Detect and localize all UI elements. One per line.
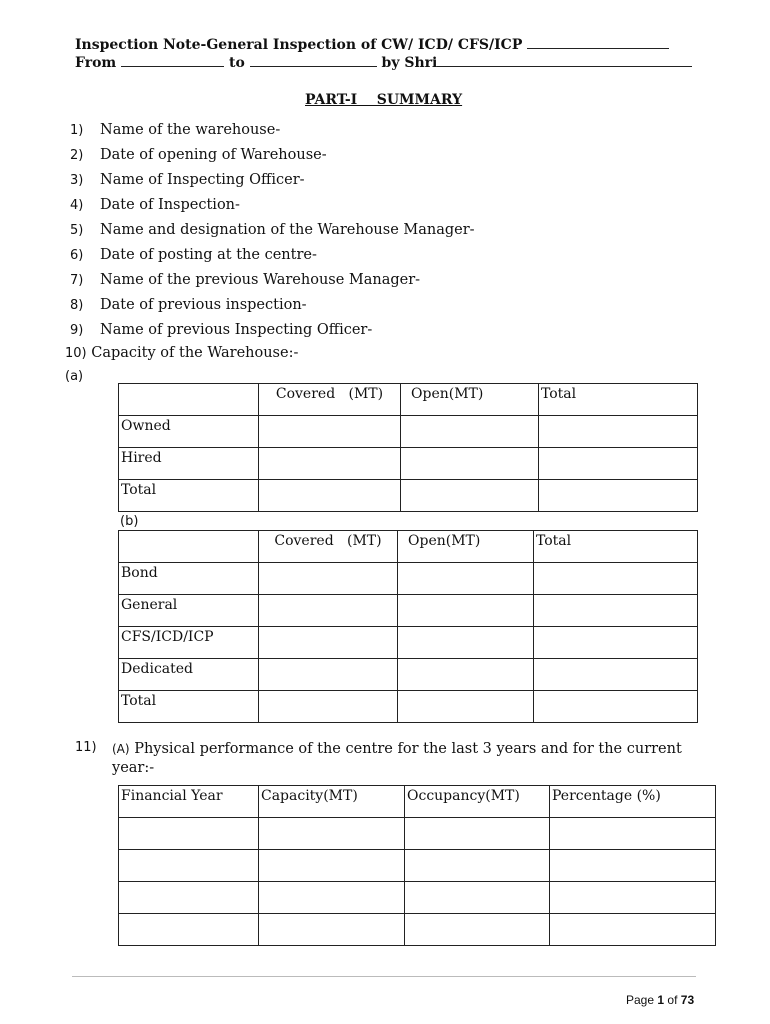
total-pages: 73 (680, 993, 695, 1007)
input-cell[interactable] (534, 595, 698, 627)
item-text: Name of previous Inspecting Officer- (100, 322, 373, 338)
table-header-row (119, 786, 716, 818)
table-row (119, 480, 698, 512)
list-item (70, 269, 475, 294)
input-cell[interactable] (405, 850, 550, 882)
list-item (70, 244, 475, 269)
item-text: Date of Inspection- (100, 197, 240, 213)
input-cell[interactable] (259, 627, 398, 659)
item-text: Date of previous inspection- (100, 297, 307, 313)
input-cell[interactable] (259, 818, 405, 850)
item-number: 6) (70, 248, 84, 263)
input-cell[interactable] (259, 563, 398, 595)
table-row (119, 659, 698, 691)
current-page: 1 (657, 993, 665, 1007)
input-cell[interactable] (534, 659, 698, 691)
header-cell (119, 384, 259, 416)
input-cell[interactable] (534, 563, 698, 595)
table-row (119, 563, 698, 595)
item-number: 2) (70, 148, 84, 163)
table-header-row (119, 531, 698, 563)
item-10 (65, 345, 298, 361)
item-11-text-block (112, 740, 712, 778)
header-line-1 (75, 36, 669, 53)
performance-table (118, 785, 716, 946)
item-text: Date of posting at the centre- (100, 247, 317, 263)
list-item (70, 319, 475, 344)
table-a-label: (a) (65, 369, 84, 384)
footer-divider (72, 976, 696, 977)
item-text: Capacity of the Warehouse:- (91, 345, 299, 361)
summary-list (70, 119, 475, 344)
part-title: PART-I SUMMARY (305, 92, 463, 108)
page-label: Page (626, 993, 655, 1007)
item-number: 9) (70, 323, 84, 338)
capacity-table-b (118, 530, 698, 723)
header-cell-capacity: Capacity(MT) (259, 786, 405, 818)
input-cell[interactable] (550, 882, 716, 914)
input-cell[interactable] (259, 914, 405, 946)
input-cell[interactable] (259, 882, 405, 914)
input-cell[interactable] (259, 691, 398, 723)
input-cell[interactable] (405, 914, 550, 946)
item-number: 4) (70, 198, 84, 213)
header-blank-location[interactable] (527, 36, 669, 49)
input-cell[interactable] (259, 416, 401, 448)
table-row (119, 416, 698, 448)
header-line-2 (75, 54, 692, 71)
header-cell (119, 531, 259, 563)
page-number (626, 993, 694, 1007)
item-number: 11) (75, 740, 97, 755)
item-text: Name of the warehouse- (100, 122, 281, 138)
input-cell[interactable] (398, 627, 534, 659)
header-cell-open: Open(MT) (401, 384, 539, 416)
header-cell-percentage: Percentage (%) (550, 786, 716, 818)
input-cell[interactable] (405, 882, 550, 914)
item-text: Date of opening of Warehouse- (100, 147, 327, 163)
header-blank-from[interactable] (121, 54, 224, 67)
input-cell[interactable] (539, 480, 698, 512)
header-cell-covered: Covered (MT) (259, 384, 401, 416)
header-cell-total: Total (534, 531, 698, 563)
table-header-row (119, 384, 698, 416)
input-cell[interactable] (539, 416, 698, 448)
item-text: Physical performance of the centre for the last 3 years and for the current year:- (112, 741, 682, 776)
header-from-label: From (75, 55, 117, 71)
header-cell-covered: Covered (MT) (259, 531, 398, 563)
item-text: Name of the previous Warehouse Manager- (100, 272, 421, 288)
list-item (70, 144, 475, 169)
input-cell[interactable] (401, 480, 539, 512)
input-cell[interactable] (398, 659, 534, 691)
item-number: 3) (70, 173, 84, 188)
table-row (119, 850, 716, 882)
input-cell[interactable] (550, 850, 716, 882)
row-label: Bond (119, 563, 259, 595)
header-cell-financial-year: Financial Year (119, 786, 259, 818)
input-cell[interactable] (119, 818, 259, 850)
row-label: Owned (119, 416, 259, 448)
of-label: of (667, 993, 678, 1007)
item-text: Name of Inspecting Officer- (100, 172, 305, 188)
list-item (70, 194, 475, 219)
input-cell[interactable] (119, 914, 259, 946)
input-cell[interactable] (259, 448, 401, 480)
list-item (70, 219, 475, 244)
item-text: Name and designation of the Warehouse Manager- (100, 222, 475, 238)
table-row (119, 448, 698, 480)
input-cell[interactable] (550, 818, 716, 850)
input-cell[interactable] (534, 627, 698, 659)
row-label: Total (119, 691, 259, 723)
header-cell-total: Total (539, 384, 698, 416)
header-blank-to[interactable] (250, 54, 377, 67)
row-label: General (119, 595, 259, 627)
input-cell[interactable] (398, 563, 534, 595)
header-title: Inspection Note-General Inspection of CW/ ICD/ CFS/ICP (75, 37, 523, 53)
header-cell-occupancy: Occupancy(MT) (405, 786, 550, 818)
input-cell[interactable] (539, 448, 698, 480)
table-row (119, 595, 698, 627)
input-cell[interactable] (259, 850, 405, 882)
input-cell[interactable] (259, 480, 401, 512)
item-number: 1) (70, 123, 84, 138)
table-row (119, 818, 716, 850)
input-cell[interactable] (398, 691, 534, 723)
table-b-label: (b) (120, 514, 139, 529)
list-item (70, 119, 475, 144)
input-cell[interactable] (259, 595, 398, 627)
table-row (119, 882, 716, 914)
item-sub-number: (A) (112, 742, 130, 756)
input-cell[interactable] (405, 818, 550, 850)
header-to-label: to (228, 55, 245, 71)
table-row (119, 914, 716, 946)
list-item (70, 169, 475, 194)
header-blank-by[interactable] (437, 54, 692, 67)
item-number: 8) (70, 298, 84, 313)
row-label: Dedicated (119, 659, 259, 691)
header-cell-open: Open(MT) (398, 531, 534, 563)
input-cell[interactable] (534, 691, 698, 723)
input-cell[interactable] (259, 659, 398, 691)
table-row (119, 691, 698, 723)
capacity-table-a (118, 383, 698, 512)
input-cell[interactable] (401, 416, 539, 448)
input-cell[interactable] (401, 448, 539, 480)
row-label: Hired (119, 448, 259, 480)
table-row (119, 627, 698, 659)
input-cell[interactable] (398, 595, 534, 627)
input-cell[interactable] (119, 850, 259, 882)
item-number: 7) (70, 273, 84, 288)
item-number: 5) (70, 223, 84, 238)
input-cell[interactable] (119, 882, 259, 914)
list-item (70, 294, 475, 319)
row-label: Total (119, 480, 259, 512)
input-cell[interactable] (550, 914, 716, 946)
item-number: 10) (65, 346, 87, 361)
header-by-label: by Shri (381, 55, 438, 71)
row-label: CFS/ICD/ICP (119, 627, 259, 659)
